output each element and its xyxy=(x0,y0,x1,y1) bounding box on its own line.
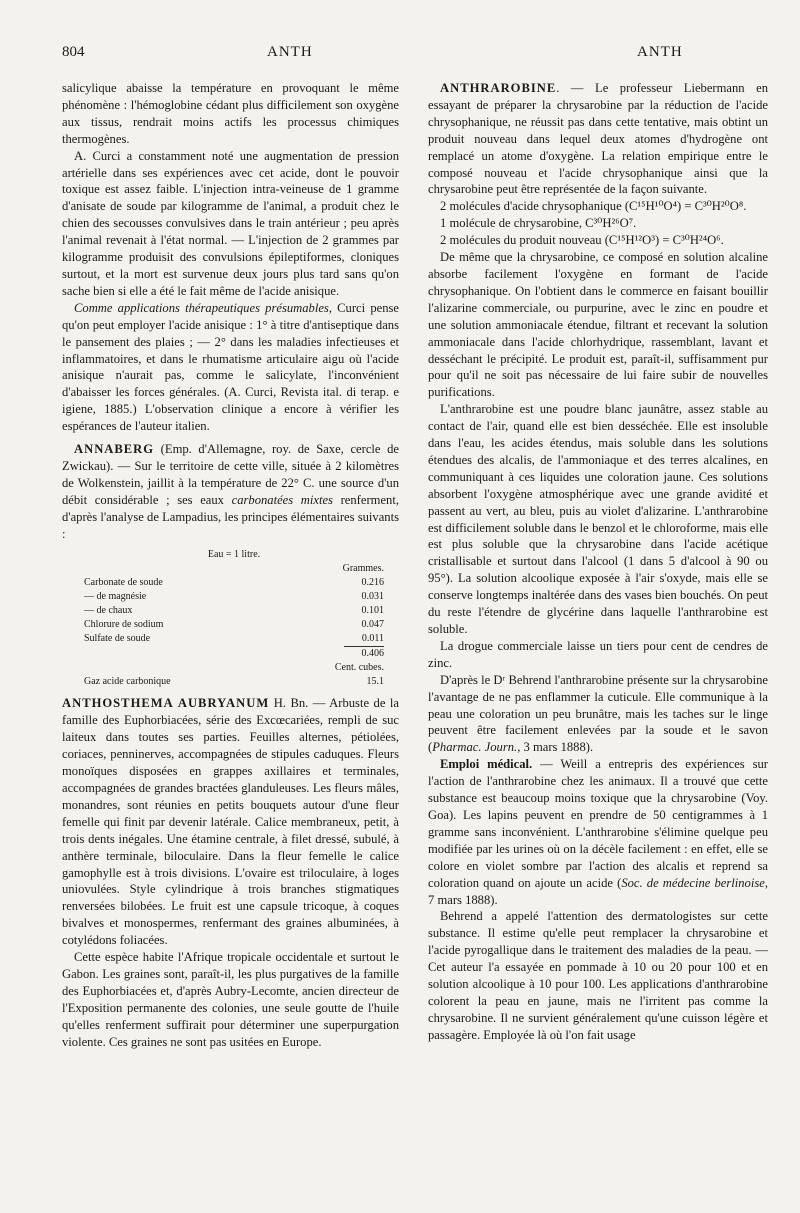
paragraph-text: — Weill a entrepris des expériences sur l'action de l'anthrarobine chez les animaux. Il a trouvé que cette substance est beaucoup moins toxique que la chrysarobine (Voy. Goa). Les lapins peuvent en prendre de 50 centigrammes à 1 gramme sans inconvénient. L'anthrarobine s'élimine quelque peu modifiée par les urines où on la décèle facilement : en effet, elle se colore en violet sombre par l'action des alcalis et reprend sa coloration quand on ajoute un acide ( xyxy=(428,757,768,890)
italic-phrase: Soc. de médecine berlinoise xyxy=(621,875,765,890)
row-name: Gaz acide carbonique xyxy=(84,676,171,688)
water-analysis-table xyxy=(84,548,384,689)
row-value: 0.047 xyxy=(361,619,384,631)
paragraph: La drogue commerciale laisse un tiers pour cent de cendres de zinc. xyxy=(428,638,768,670)
paragraph-text: Curci pense qu'on peut employer l'acide anisique : 1° à titre d'antiseptique dans le pansement des plaies ; — 2° dans les maladies infectieuses et inflammatoires, et dans le rhumatisme articulaire aigu où l'acide anisique n'aurait pas, comme le salicylate, l'inconvénient d'abaisser les forces générales. (A. Curci, Revista ital. di terap. e igiene, 1885.) L'observation clinique a encore à vérifier les espérances de l'auteur italien. xyxy=(62,300,399,434)
italic-phrase: Pharmac. Journ. xyxy=(432,740,518,755)
formula-line: 1 molécule de chrysarobine, C³⁰H²⁶O⁷. xyxy=(440,216,637,231)
table-row xyxy=(84,590,384,604)
formula-line: 2 molécules du produit nouveau (C¹⁵H¹²O³) = C³⁰H²⁴O⁶. xyxy=(440,233,724,248)
italic-phrase: carbonatées mixtes xyxy=(231,492,333,507)
left-running-title: ANTH xyxy=(267,44,313,60)
subsection-heading: Emploi médical. xyxy=(440,757,533,772)
row-value: 15.1 xyxy=(366,676,384,688)
gas-unit: Cent. cubes. xyxy=(334,662,384,674)
italic-phrase: Comme applications thérapeutiques présumables, xyxy=(74,300,332,315)
table-row xyxy=(84,675,384,689)
row-name: Sulfate de soude xyxy=(84,633,151,645)
entry-author: H. Bn. xyxy=(269,696,309,711)
table-row xyxy=(84,632,384,646)
row-value: 0.216 xyxy=(361,577,384,589)
paragraph: Cette espèce habite l'Afrique tropicale occidentale et surtout le Gabon. Les graines sont, paraît-il, les plus purgatives de la famille des Euphorbiacées et, d'après Aubry-Lecomte, ancien directeur de l'Exposition permanente des colonies, une seule goutte de l'huile qu'elles renferment suffirait pour déterminer une superpurgation violente. Ces graines ne sont pas usitées en Europe. xyxy=(62,950,399,1049)
paragraph xyxy=(62,300,399,435)
subsection-emploi xyxy=(428,756,768,908)
row-name: Chlorure de sodium xyxy=(84,619,164,631)
entry-text: renferment, d'après l'analyse de Lampadius, les principes élémentaires suivants : xyxy=(62,492,399,541)
paragraph: Behrend a appelé l'attention des dermatologistes sur cette substance. Il estime qu'elle peut remplacer la chrysarobine et l'acide pyrogallique dans le traitement des maladies de la peau. — Cet auteur l'a essayée en pommade à 10 ou 20 pour 100 et en solution alcoolique à 10 pour 100. Les applications d'anthrarobine colorent la peau en jaune, mais ne l'irritent pas comme la chrysarobine. Il ne survient généralement qu'une cuisson légère et passagère. Employée là où l'on fait usage xyxy=(428,909,768,1042)
entry-anthrarobine xyxy=(428,80,768,198)
paragraph-text: , 7 mars 1888). xyxy=(428,875,768,907)
paragraph: salicylique abaisse la température en provoquant le même phénomène : l'hémoglobine cédant plus difficilement son oxygène aux tissus, rendrait moins actifs les processus chimiques thermogènes. xyxy=(62,81,399,146)
entry-text: — Arbuste de la famille des Euphorbiacées, série des Excœcariées, rempli de suc laiteux dans toutes ses parties. Feuilles alternes, pétiolées, coriaces, penninerves, accompagnées de stipules caduques. Fleurs monoïques disposées en grappes axillaires et terminales, accompagnées de grandes bractées glanduleuses. Les fleurs mâles, monandres, sont réunies en petits bouquets autour d'une fleur femelle qui finit par devenir latérale. Calice membraneux, petit, à trois dents inégales. Une étamine centrale, à filet dressé, subulé, à anthère terminale, biloculaire. Dans la fleur femelle le calice gamophylle est à trois divisions. L'ovaire est triloculaire, à loges uniovulées. Style cylindrique à trois branches stigmatiques renversées bilobées. Le fruit est une capsule tricoque, à coques bivalves et monospermes, renfermant des graines albuminées, à cotylédons foliacées. xyxy=(62,696,400,948)
page-number: 804 xyxy=(62,44,85,60)
paragraph: L'anthrarobine est une poudre blanc jaunâtre, assez stable au contact de l'air, quand elle est bien desséchée. Elle est insoluble dans l'eau, les acides étendus, mais soluble dans les solutions étendues des alcalis, de l'ammoniaque et des terres alcalines, en communiquant à ces liquides une coloration jaune. Ces solutions absorbent l'oxygène atmosphérique avec une grande avidité et passent au vert, au bleu, puis au violet d'alizarine. L'anthrarobine est difficilement soluble dans le benzol et le chloroforme, mais elle est plus soluble que la chrysarobine dans l'acide acétique cristallisable et surtout dans l'alcool (1 dans 5 d'alcool à 90 ou 95°). La solution alcoolique exposée à l'air s'oxyde, mais elle se conserve longtemps inaltérée dans des vases bien bouchés. On peut du reste l'étendre de glycérine dans laquelle l'anthrarobine est soluble. xyxy=(428,402,768,636)
paragraph xyxy=(428,672,768,757)
entry-headword: ANNABERG xyxy=(74,442,155,457)
table-row xyxy=(84,604,384,618)
row-value: 0.101 xyxy=(361,605,384,617)
row-name: — de magnésie xyxy=(84,591,147,603)
paragraph-text: , 3 mars 1888). xyxy=(517,740,594,755)
table-unit: Grammes. xyxy=(342,563,384,575)
entry-text: (Emp. d'Allemagne, roy. de Saxe, cercle de Zwickau). — Sur le territoire de cette ville, située à 2 kilomètres de Wolkenstein, jaillit à la température de 22° C. une source d'un débit considérable ; ses eaux xyxy=(62,442,399,507)
entry-anthosthema xyxy=(62,695,399,949)
entry-headword: ANTHRAROBINE xyxy=(440,81,557,95)
paragraph: De même que la chrysarobine, ce composé en solution alcaline absorbe facilement l'oxygène en formant de l'acide chrysophanique. On l'obtient dans le commerce en faisant bouillir l'alizarine commerciale, ou purpurine, avec le zinc en poudre et une solution ammoniacale étendue, filtrant et recevant la solution ammoniacale dans l'acide chlorhydrique, rassemblant, lavant et desséchant le précipité. Le produit est, paraît-il, suffisamment pur pour qu'il ne soit pas nécessaire de lui faire subir de nouvelles purifications. xyxy=(428,250,768,400)
table-row xyxy=(84,618,384,632)
paragraph-text: D'après le Dʳ Behrend l'anthrarobine présente sur la chrysarobine l'avantage de ne pas enflammer la cuticule. Elle communique à la peau une coloration un peu brunâtre, mais les taches sur le linge peuvent être facilement enlevées par la soude et le savon ( xyxy=(428,672,768,755)
row-value: 0.031 xyxy=(361,591,384,603)
row-name: Carbonate de soude xyxy=(84,577,163,589)
table-row xyxy=(84,576,384,590)
paragraph: A. Curci a constamment noté une augmentation de pression artérielle dans ses expériences avec cet acide, dont le pouvoir toxique est assez faible. L'injection intra-veineuse de 1 gramme d'anisate de soude par kilogramme de l'animal, a produit chez le chien des secousses convulsives dans le train antérieur ; peu après l'animal revenait à l'état normal. — L'injection de 2 grammes par kilogramme produisit des convulsions épileptiformes, cloniques surtout, et la mort est survenue deux jours plus tard sans qu'on sache bien si elle a été le fait même de l'acide anisique. xyxy=(62,148,399,298)
running-header xyxy=(62,44,772,70)
table-title: Eau = 1 litre. xyxy=(207,549,261,561)
entry-headword: ANTHOSTHEMA AUBRYANUM xyxy=(62,696,270,711)
right-column xyxy=(428,80,768,1044)
row-name: — de chaux xyxy=(84,605,133,617)
entry-text: . — Le professeur Liebermann en essayant de préparer la chrysarobine par la réduction de l'acide chrysophanique, ne réussit pas dans cette tentative, mais obtint un produit nouveau dans lequel deux atomes d'hydrogène ont remplacé un atome d'oxygène. La relation empirique entre le composé nouveau et l'acide chrysophanique ainsi que la chrysarobine peut être représentée de la façon suivante. xyxy=(428,81,768,197)
formula-line: 2 molécules d'acide chrysophanique (C¹⁵H¹⁰O⁴) = C³⁰H²⁰O⁸. xyxy=(440,199,747,214)
row-value: 0.011 xyxy=(361,633,384,645)
table-total: 0.406 xyxy=(361,648,384,660)
entry-annaberg xyxy=(62,441,399,542)
right-running-title: ANTH xyxy=(637,44,683,60)
left-column xyxy=(62,80,399,1051)
